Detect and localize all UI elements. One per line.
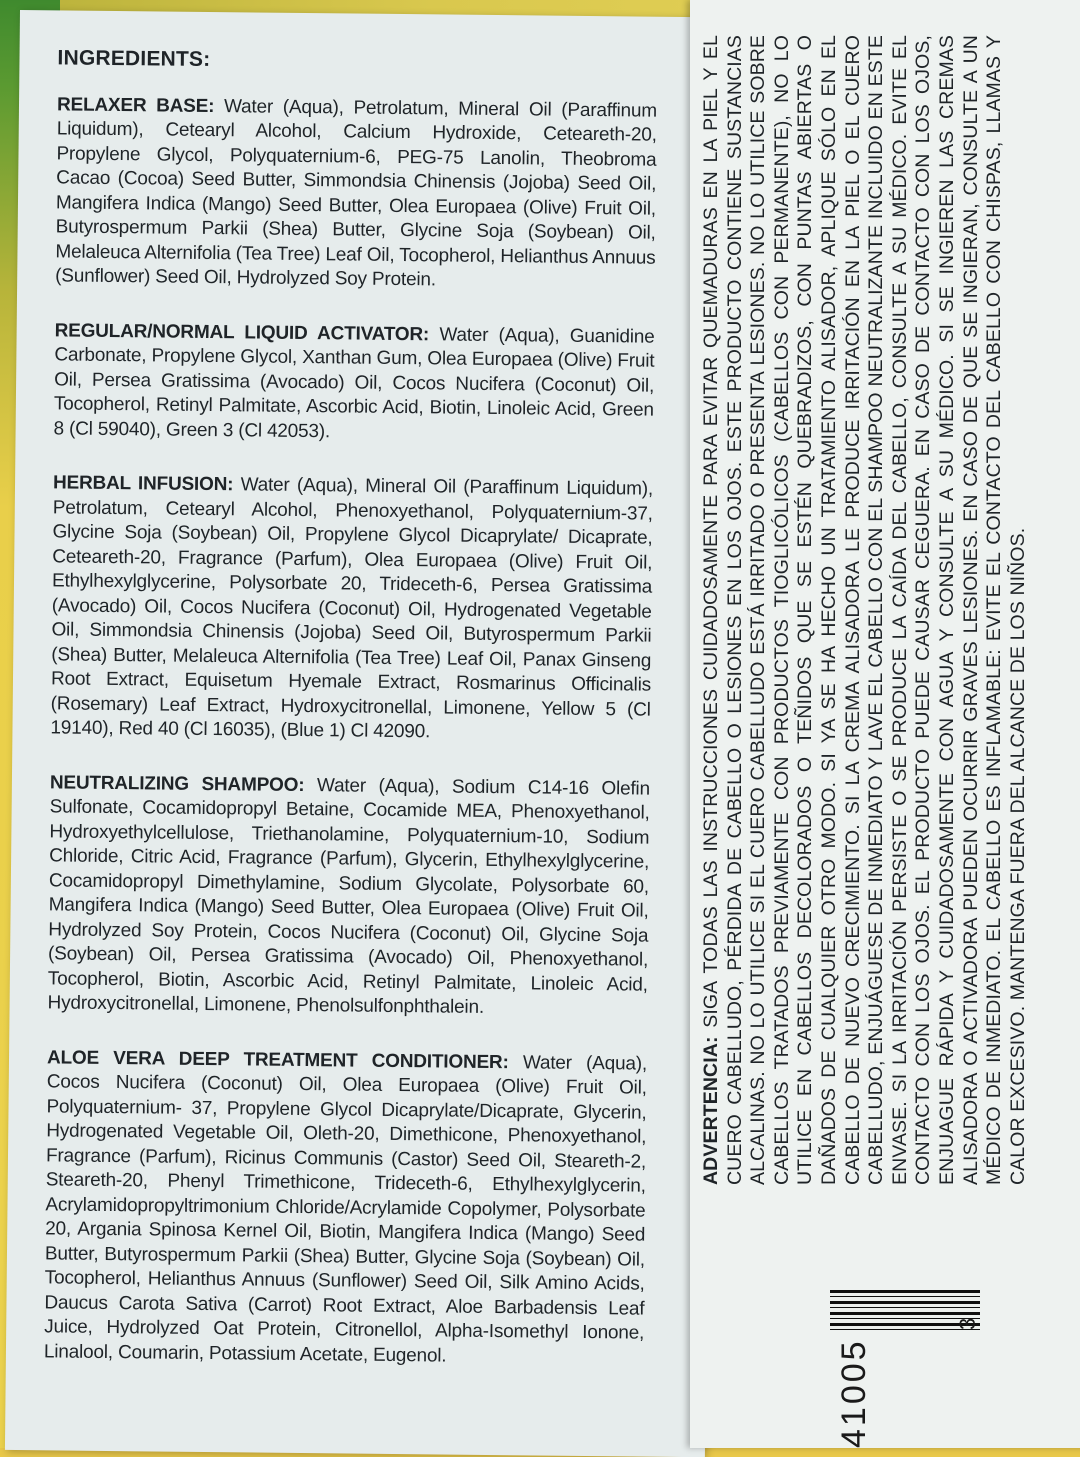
barcode-end-digit: 3 [955,1317,980,1330]
warning-text-block [700,35,1030,1185]
section-title: NEUTRALIZING SHAMPOO: [49,771,305,796]
warning-block [700,35,1050,1185]
section-title: ALOE VERA DEEP TREATMENT CONDITIONER: [46,1046,509,1073]
section-title: RELAXER BASE: [56,93,215,117]
section-herbal-infusion [50,471,653,747]
section-text: Water (Aqua), Cocos Nucifera (Coconut) Oil, Olea Europaea (Olive) Fruit Oil, Polyquaternium- 37, Propylene Glycol Dicaprylate/Dicaprate, Glycerin, Hydrogenated Vegetable Oil, Oleth-20, Dimethicone, Phenoxyethanol, Fragrance (Parfum), Ricinus Communis (Castor) Seed Oil, Steareth-2, Steareth-20, Phenyl Trimethicone, Trideceth-6, Ethylhexylglycerin, Acrylamidopropyltrimonium Chloride/Acrylamide Copolymer, Polysorbate 20, Argania Spinosa Kernel Oil, Biotin, Mangifera Indica (Mango) Seed Butter, Butyrospermum Parkii (Shea) Butter, Glycine Soja (Soybean) Oil, Tocopherol, Helianthus Annuus (Sunflower) Seed Oil, Silk Amino Acids, Daucus Carota Sativa (Carrot) Root Extract, Aloe Barbadensis Leaf Juice, Hydrolyzed Oat Protein, Citronellol, Alpha-Isomethyl Ionone, Linalool, Coumarin, Potassium Acetate, Eugenol. [43,1051,648,1367]
section-neutralizing-shampoo [47,771,650,1022]
section-title: REGULAR/NORMAL LIQUID ACTIVATOR: [54,319,430,345]
ingredients-heading: INGREDIENTS: [57,46,211,71]
section-aloe-conditioner [44,1046,647,1371]
section-title: HERBAL INFUSION: [52,472,234,496]
section-text: Water (Aqua), Mineral Oil (Paraffinum Liquidum), Petrolatum, Cetearyl Alcohol, Phenoxyethanol, Polyquaternium-37, Glycine Soja (Soybean) Oil, Propylene Glycol Dicaprylate/ Dicaprate, Ceteareth-20, Fragrance (Parfum), Olea Europaea (Olive) Fruit Oil, Ethylhexylglycerine, Polysorbate 20, Trideceth-6, Persea Gratissima (Avocado) Oil, Cocos Nucifera (Coconut) Oil, Hydrogenated Vegetable Oil, Simmondsia Chinensis (Jojoba) Seed Oil, Butyrospermum Parkii (Shea) Butter, Melaleuca Alternifolia (Tea Tree) Leaf Oil, Panax Ginseng Root Extract, Equisetum Hyemale Extract, Rosmarinus Officinalis (Rosemary) Leaf Extract, Hydroxycitronellal, Limonene, Yellow 5 (Cl 19140), Red 40 (Cl 16035), (Blue 1) Cl 42090. [50,474,654,743]
section-liquid-activator [53,319,654,448]
section-text: Water (Aqua), Petrolatum, Mineral Oil (Paraffinum Liquidum), Cetearyl Alcohol, Calcium Hydroxide, Ceteareth-20, Propylene Glycol, Polyquaternium-6, PEG-75 Lanolin, Theobroma Cacao (Cocoa) Seed Butter, Simmondsia Chinensis (Jojoba) Seed Oil, Mangifera Indica (Mango) Seed Butter, Olea Europaea (Olive) Fruit Oil, Butyrospermum Parkii (Shea) Butter, Glycine Soja (Soybean) Oil, Melaleuca Alternifolia (Tea Tree) Leaf Oil, Tocopherol, Helianthus Annuus (Sunflower) Seed Oil, Hydrolyzed Soy Protein. [55,95,658,291]
barcode-digits: 41005 [835,1338,873,1448]
ingredients-list [44,46,658,1400]
section-text: Water (Aqua), Guanidine Carbonate, Propylene Glycol, Xanthan Gum, Olea Europaea (Olive) Fruit Oil, Persea Gratissima (Avocado) Oil, Cocos Nucifera (Coconut) Oil, Tocopherol, Retinyl Palmitate, Ascorbic Acid, Biotin, Linoleic Acid, Green 8 (Cl 59040), Green 3 (Cl 42053). [53,323,655,442]
section-relaxer-base [55,93,657,295]
ingredients-panel [5,10,720,1457]
warning-text: SIGA TODAS LAS INSTRUCCIONES CUIDADOSAMENTE PARA EVITAR QUEMADURAS EN LA PIEL Y EL CUERO CABELLUDO, PÉRDIDA DE CABELLO O LESIONES EN LOS OJOS. ESTE PRODUCTO CONTIENE SUSTANCIAS ALCALINAS. NO LO UTILICE SI EL CUERO CABELLUDO ESTÁ IRRITADO O PRESENTA LESIONES. NO LO UTILICE SOBRE CABELLOS TRATADOS PREVIAMENTE CON PRODUCTOS TIOGLICÓLICOS (CABELLOS CON PERMANENTE), NO LO UTILICE EN CABELLOS DECOLORADOS O TEÑIDOS QUE SE ESTÉN QUEBRADIZOS, CON PUNTAS ABIERTAS O DAÑADOS DE CUALQUIER OTRO MODO. SI YA SE HA HECHO UN TRATAMIENTO ALISADOR, APLIQUE SÓLO EN EL CABELLO DE NUEVO CRECIMIENTO. SI LA CREMA ALISADORA LE PRODUCE IRRITACIÓN EN LA PIEL O EL CUERO CABELLUDO, ENJUÁGUESE DE INMEDIATO Y LAVE EL CABELLO CON EL SHAMPOO NEUTRALIZANTE INCLUIDO EN ESTE ENVASE. SI LA IRRITACIÓN PERSISTE O SE PRODUCE LA CAÍDA DEL CABELLO, CONSULTE A SU MÉDICO. EVITE EL CONTACTO CON LOS OJOS. EL PRODUCTO PUEDE CAUSAR CEGUERA. EN CASO DE CONTACTO CON LOS OJOS, ENJUAGUE RÁPIDA Y CUIDADOSAMENTE CON AGUA Y CONSULTE A SU MÉDICO. SI SE INGIEREN LAS CREMAS ALISADORA O ACTIVADORA PUEDEN OCURRIR GRAVES LESIONES. EN CASO DE QUE SE INGIERAN, CONSULTE A UN MÉDICO DE INMEDIATO. EL CABELLO ES INFLAMABLE: EVITE EL CONTACTO DEL CABELLO CON CHISPAS, LLAMAS Y CALOR EXCESIVO. MANTENGA FUERA DEL ALCANCE DE LOS NIÑOS. [700,35,1029,1185]
warning-label: ADVERTENCIA: [700,1036,722,1185]
section-text: Water (Aqua), Sodium C14-16 Olefin Sulfonate, Cocamidopropyl Betaine, Cocamide MEA, Phenoxyethanol, Hydroxyethylcellulose, Triethanolamine, Polyquaternium-10, Sodium Chloride, Citric Acid, Fragrance (Parfum), Glycerin, Ethylhexylglycerine, Cocamidopropyl Dimethylamine, Sodium Glycolate, Polysorbate 60, Mangifera Indica (Mango) Seed Butter, Olea Europaea (Olive) Fruit Oil, Hydrolyzed Soy Protein, Cocos Nucifera (Coconut) Oil, Glycine Soja (Soybean) Oil, Persea Gratissima (Avocado) Oil, Phenoxyethanol, Tocopherol, Biotin, Ascorbic Acid, Retinyl Palmitate, Linoleic Acid, Hydroxycitronellal, Limonene, Phenolsulfonphthalein. [47,774,650,1018]
